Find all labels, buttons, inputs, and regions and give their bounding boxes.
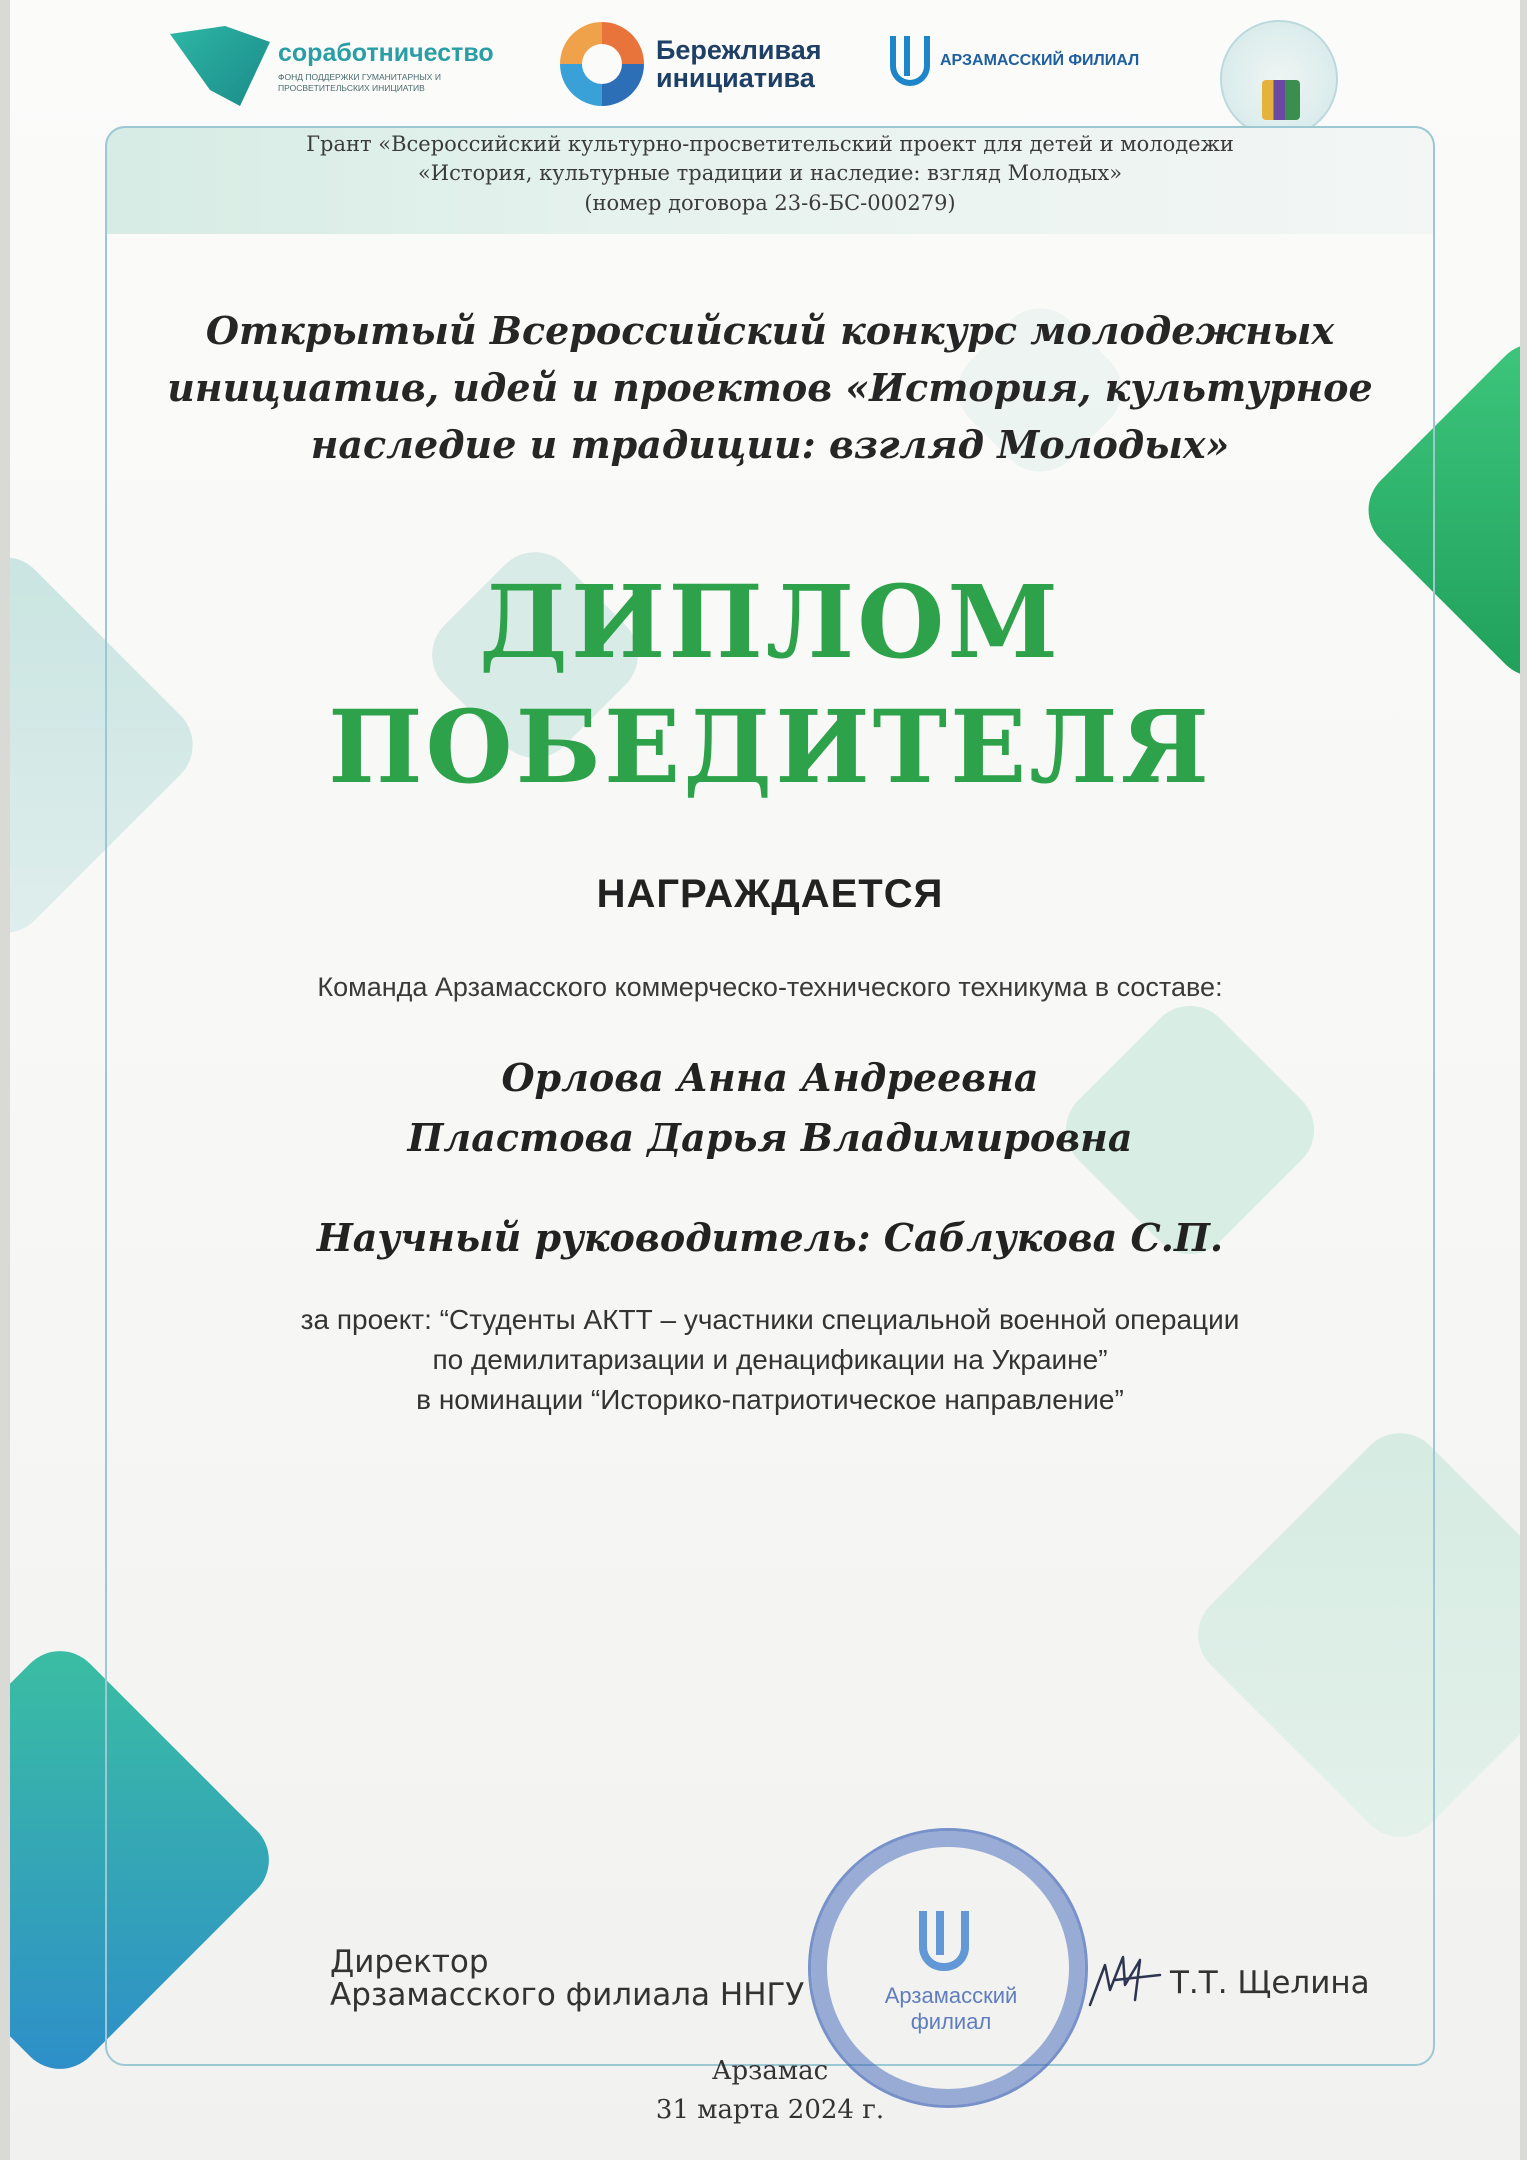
signatory-role	[330, 1946, 804, 2011]
logos-header	[10, 18, 1520, 118]
project-line-3: в номинации “Историко-патриотическое направление”	[416, 1383, 1124, 1415]
grant-info	[105, 130, 1435, 218]
sotrudnichestvo-title: соработничество	[278, 39, 494, 68]
signatory-name: Т.Т. Щелина	[1170, 1965, 1370, 2001]
berezhlivaya-line2: инициатива	[656, 63, 815, 93]
project-line-1: за проект: “Студенты АКТТ – участники специальной военной операции	[300, 1304, 1240, 1335]
contest-line-2: инициатив, идей и проектов «История, культурное	[167, 365, 1373, 410]
sotrudnichestvo-subtitle-1: ФОНД ПОДДЕРЖКИ ГУМАНИТАРНЫХ И	[278, 72, 441, 83]
grant-line-2: «История, культурные традиции и наследие: взгляд Молодых»	[417, 161, 1123, 186]
berezhlivaya-logo	[560, 22, 821, 106]
stamp-line-1: Арзамасский	[884, 1983, 1018, 2008]
supervisor: Научный руководитель: Саблукова С.П.	[316, 1215, 1224, 1260]
project-description	[110, 1300, 1430, 1419]
diploma-line-1: ДИПЛОМ	[478, 563, 1062, 681]
nngu-logo	[890, 36, 1139, 86]
project-emblem-icon	[1220, 20, 1338, 138]
city: Арзамас	[711, 2056, 829, 2086]
project-emblem	[1220, 20, 1338, 138]
contest-title	[110, 302, 1430, 473]
member-names	[110, 1048, 1430, 1168]
berezhlivaya-line1: Бережливая	[656, 34, 822, 65]
member-name: Пластова Дарья Владимировна	[407, 1115, 1133, 1161]
team-description: Команда Арзамасского коммерческо-технического техникума в составе:	[317, 972, 1223, 1002]
grant-line-3: (номер договора 23-6-БС-000279)	[584, 190, 956, 215]
signatory-role-line-1: Директор	[330, 1944, 489, 1980]
berezhlivaya-icon	[560, 22, 644, 106]
handwritten-signature	[1085, 1945, 1165, 2015]
contest-line-1: Открытый Всероссийский конкурс молодежных	[205, 308, 1335, 353]
diploma-line-2: ПОБЕДИТЕЛЯ	[328, 688, 1212, 806]
awarded-heading: НАГРАЖДАЕТСЯ	[596, 872, 944, 916]
place-and-date	[110, 2052, 1430, 2130]
contest-line-3: наследие и традиции: взгляд Молодых»	[310, 422, 1230, 467]
diploma-title	[110, 560, 1430, 810]
nngu-u-icon	[890, 36, 930, 86]
diploma-page	[10, 0, 1520, 2160]
member-name: Орлова Анна Андреевна	[501, 1055, 1039, 1100]
stamp-u-icon	[919, 1911, 969, 1971]
date: 31 марта 2024 г.	[655, 2095, 885, 2125]
sotrudnichestvo-subtitle-2: ПРОСВЕТИТЕЛЬСКИХ ИНИЦИАТИВ	[278, 82, 425, 93]
nngu-title: АРЗАМАССКИЙ ФИЛИАЛ	[940, 52, 1140, 69]
sotrudnichestvo-logo	[170, 26, 494, 106]
sotrudnichestvo-icon	[170, 26, 270, 106]
project-line-2: по демилитаризации и денацификации на Украине”	[432, 1343, 1108, 1375]
grant-line-1: Грант «Всероссийский культурно-просветительский проект для детей и молодежи	[306, 132, 1234, 156]
signatory-role-line-2: Арзамасского филиала ННГУ	[330, 1976, 805, 2013]
stamp-line-2: филиал	[910, 2009, 992, 2035]
